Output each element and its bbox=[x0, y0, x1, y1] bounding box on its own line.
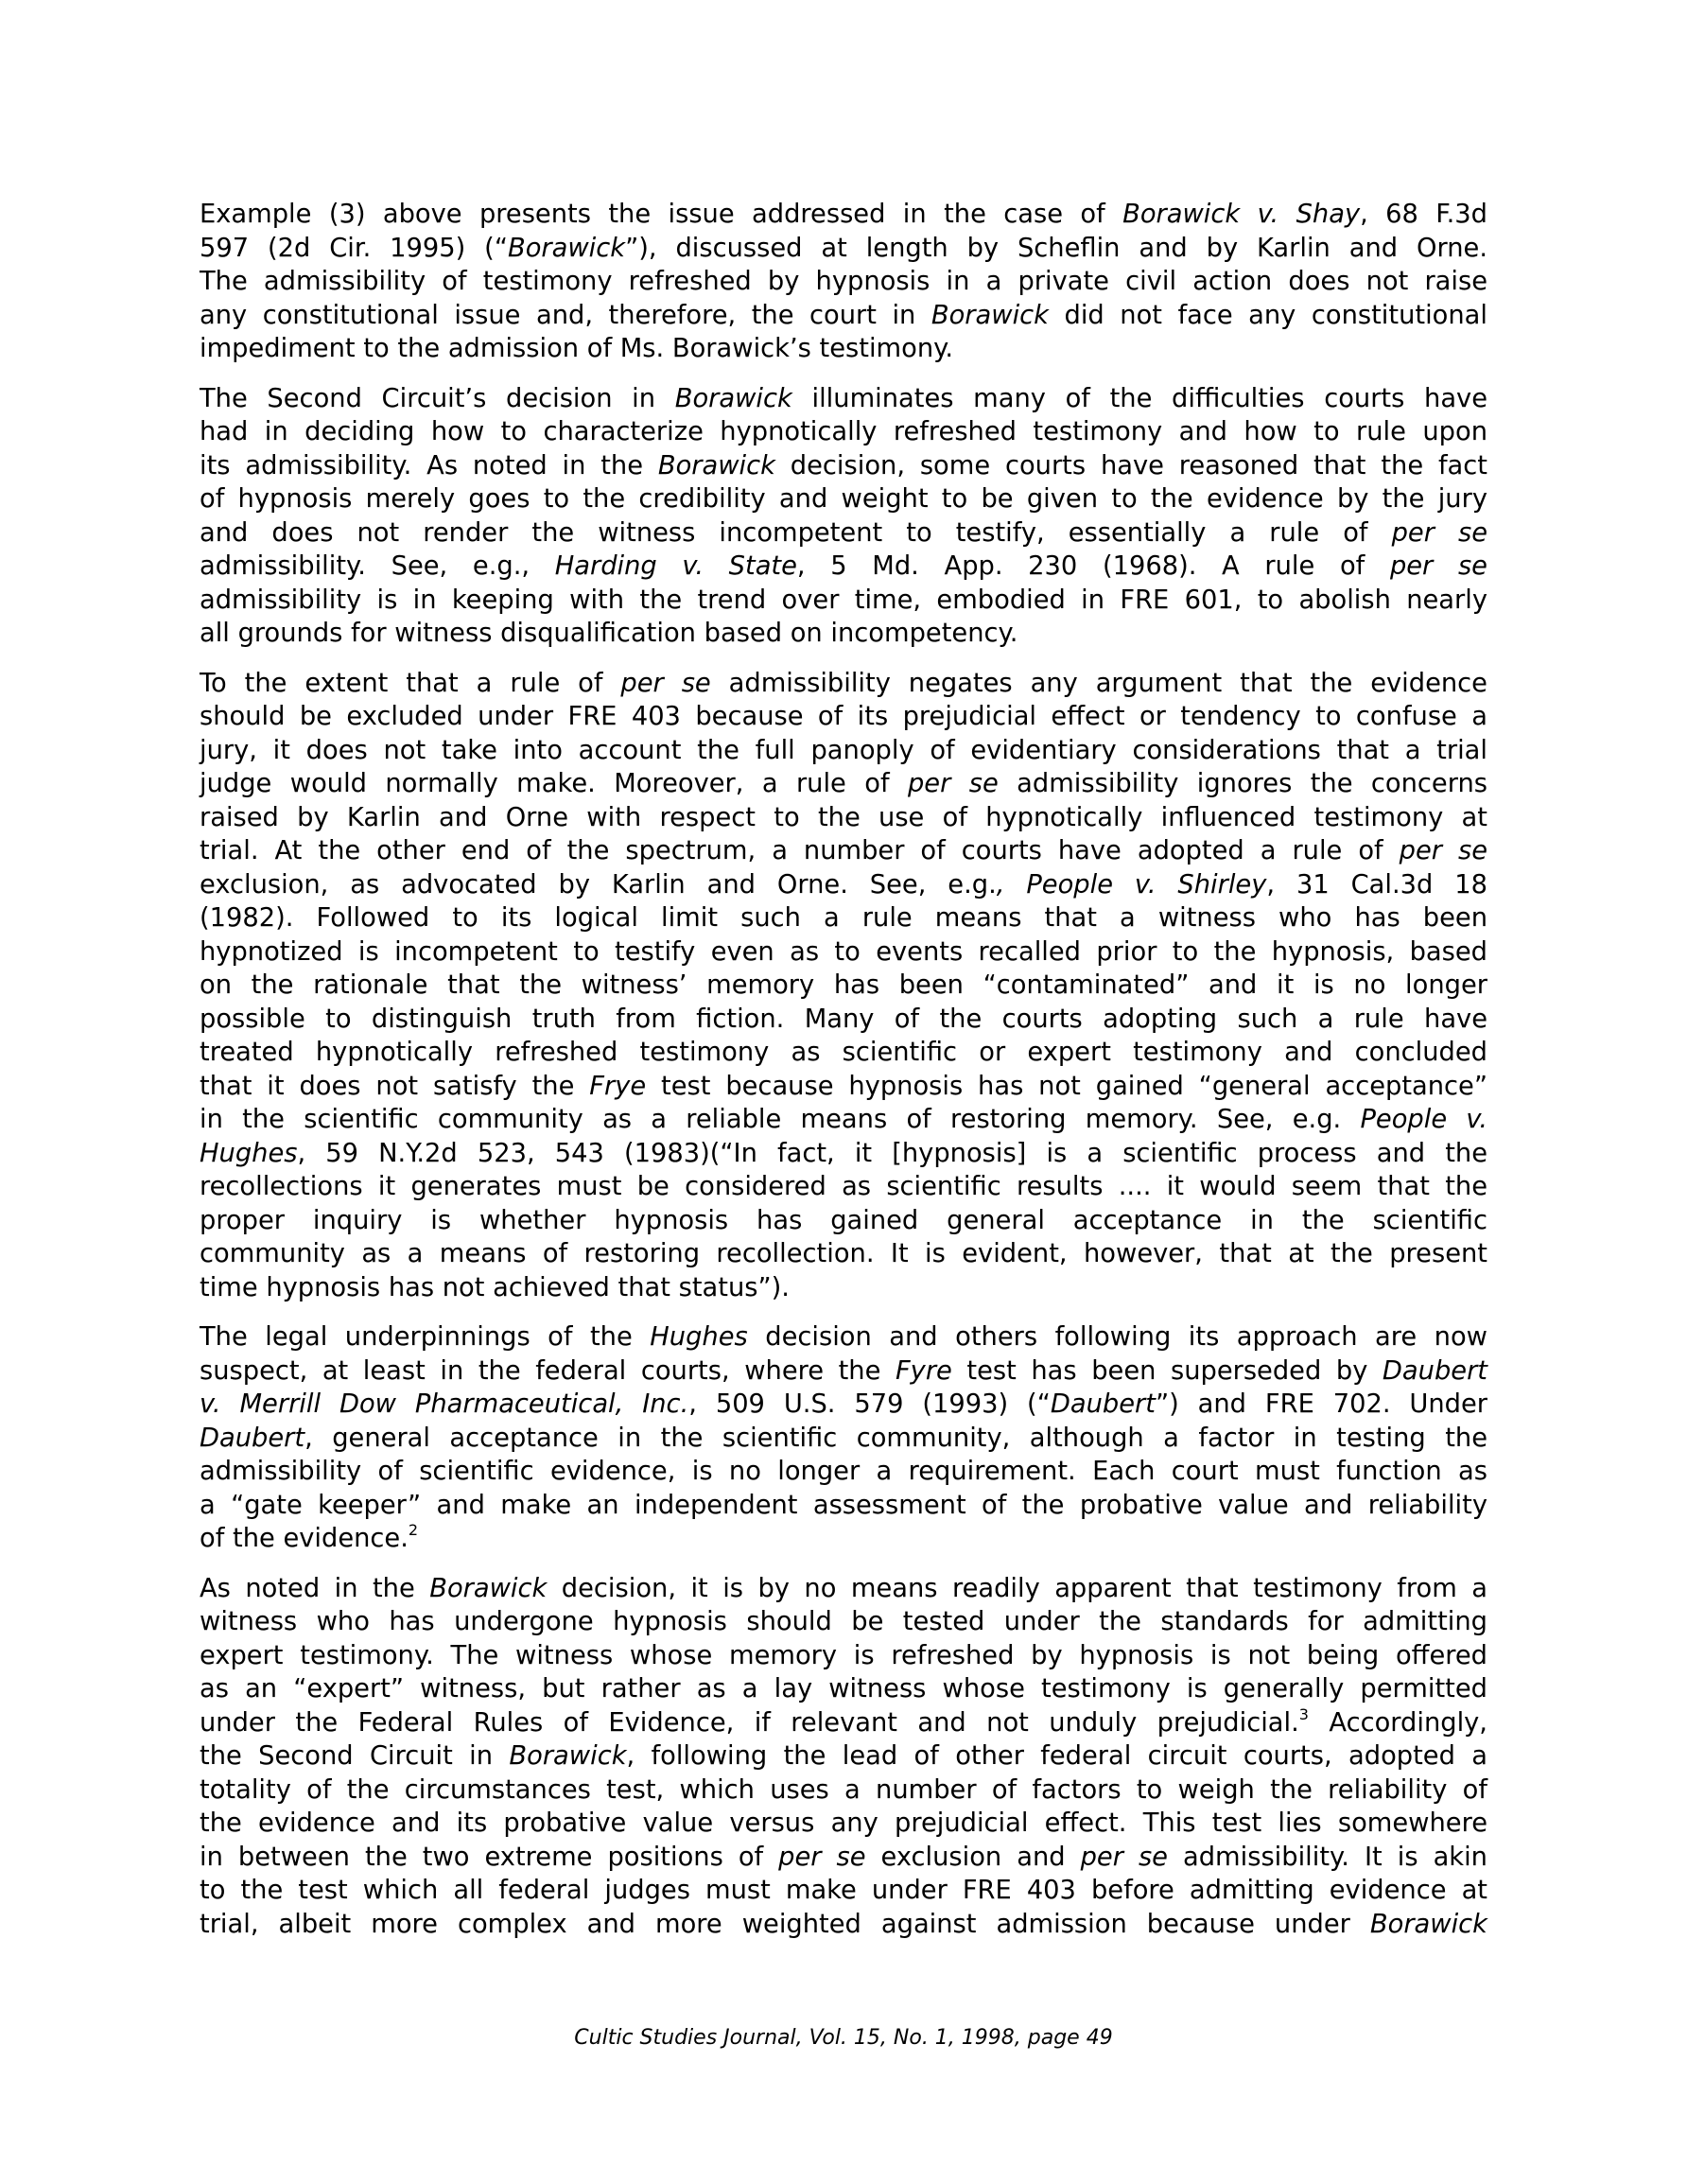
text-run: totality of the circumstances test, which uses a number of factors to weigh the reliability of bbox=[200, 1774, 1487, 1805]
text-line bbox=[200, 1841, 1487, 1875]
italic-citation: Borawick bbox=[429, 1573, 548, 1603]
text-run: impediment to the admission of Ms. Borawick’s testimony. bbox=[200, 334, 954, 363]
text-line bbox=[200, 449, 1487, 483]
text-run: As noted in the bbox=[200, 1573, 430, 1603]
paragraph bbox=[200, 667, 1487, 1305]
text-run: , general acceptance in the scientific community, although a factor in testing the bbox=[304, 1423, 1487, 1453]
text-line bbox=[200, 232, 1487, 266]
text-run: , 509 U.S. 579 (1993) (“ bbox=[688, 1389, 1051, 1419]
text-run: illuminates many of the difficulties courts have bbox=[791, 383, 1487, 413]
italic-citation: v. Merrill Dow Pharmaceutical, Inc. bbox=[200, 1389, 689, 1419]
text-run: of hypnosis merely goes to the credibility and weight to be given to the evidence by the jury bbox=[200, 484, 1487, 514]
text-run: admissibility negates any argument that the evidence bbox=[710, 668, 1487, 698]
text-line bbox=[200, 1237, 1487, 1271]
text-line bbox=[200, 299, 1487, 333]
italic-citation: Hughes bbox=[200, 1138, 298, 1168]
italic-citation: Borawick bbox=[657, 450, 775, 480]
italic-citation: Fyre bbox=[895, 1355, 952, 1386]
text-line bbox=[200, 1422, 1487, 1456]
italic-citation: Borawick bbox=[507, 233, 626, 263]
text-line bbox=[200, 734, 1487, 768]
paragraph bbox=[200, 1572, 1487, 1942]
text-line bbox=[200, 1204, 1487, 1238]
text-line bbox=[200, 767, 1487, 801]
text-run: any constitutional issue and, therefore, the court in bbox=[200, 300, 931, 330]
italic-citation: , People v. Shirley bbox=[996, 869, 1267, 900]
italic-citation: per se bbox=[620, 668, 711, 698]
text-run: in between the two extreme positions of bbox=[200, 1842, 779, 1872]
footnote-marker: 3 bbox=[1298, 1704, 1309, 1723]
text-line bbox=[200, 1070, 1487, 1104]
text-run: on the rationale that the witness’ memory has been “contaminated” and it is no longer bbox=[200, 970, 1487, 1000]
text-line bbox=[200, 1908, 1487, 1942]
text-run: community as a means of restoring recollection. It is evident, however, that at the present bbox=[200, 1239, 1487, 1268]
italic-citation: per se bbox=[1389, 551, 1487, 581]
text-run: admissibility is in keeping with the trend over time, embodied in FRE 601, to abolish nearly bbox=[200, 585, 1487, 615]
text-run: its admissibility. As noted in the bbox=[200, 450, 658, 480]
text-run: Example (3) above presents the issue addressed in the case of bbox=[200, 200, 1123, 229]
text-run: , 5 Md. App. 230 (1968). A rule of bbox=[796, 551, 1390, 581]
text-line bbox=[200, 868, 1487, 902]
text-line bbox=[200, 1672, 1487, 1706]
text-line bbox=[200, 969, 1487, 1003]
text-line bbox=[200, 1170, 1487, 1204]
text-line bbox=[200, 935, 1487, 970]
text-line bbox=[200, 1455, 1487, 1489]
italic-citation: Borawick v. Shay bbox=[1122, 200, 1361, 229]
text-line bbox=[200, 1773, 1487, 1808]
text-line bbox=[200, 265, 1487, 299]
text-run: admissibility. See, e.g., bbox=[200, 551, 555, 581]
italic-citation: Borawick bbox=[1369, 1909, 1487, 1939]
text-run: (1982). Followed to its logical limit such a rule means that a witness who has been bbox=[200, 903, 1487, 933]
text-run: admissibility ignores the concerns bbox=[998, 769, 1487, 798]
text-run: had in deciding how to characterize hypnotically refreshed testimony and how to rule upon bbox=[200, 417, 1487, 446]
italic-citation: per se bbox=[1080, 1842, 1168, 1872]
text-line bbox=[200, 1003, 1487, 1037]
text-line bbox=[200, 1739, 1487, 1773]
text-run: and does not render the witness incompetent to testify, essentially a rule of bbox=[200, 517, 1392, 548]
footnote-marker: 2 bbox=[408, 1521, 419, 1539]
text-line bbox=[200, 667, 1487, 701]
text-line bbox=[200, 801, 1487, 835]
text-line bbox=[200, 1354, 1487, 1389]
text-run: 597 (2d Cir. 1995) (“ bbox=[200, 233, 508, 263]
text-line bbox=[200, 1137, 1487, 1171]
text-run: possible to distinguish truth from fiction. Many of the courts adopting such a rule have bbox=[200, 1004, 1487, 1034]
text-line bbox=[200, 834, 1487, 868]
text-line bbox=[200, 415, 1487, 449]
italic-citation: Borawick bbox=[930, 300, 1049, 330]
text-run: , 59 N.Y.2d 523, 543 (1983)(“In fact, it [hypnosis] is a scientific process and the bbox=[297, 1138, 1487, 1168]
text-run: time hypnosis has not achieved that status”). bbox=[200, 1272, 790, 1302]
text-run: in the scientific community as a reliable means of restoring memory. See, e.g. bbox=[200, 1105, 1361, 1134]
text-line bbox=[200, 1605, 1487, 1639]
text-line bbox=[200, 382, 1487, 416]
page-footer-citation: Cultic Studies Journal, Vol. 15, No. 1, 1998, page 49 bbox=[574, 2026, 1113, 2050]
text-run: , following the lead of other federal circuit courts, adopted a bbox=[626, 1741, 1487, 1771]
italic-citation: People v. bbox=[1360, 1105, 1487, 1134]
text-line bbox=[200, 482, 1487, 516]
text-line bbox=[200, 584, 1487, 618]
text-run: The legal underpinnings of the bbox=[200, 1322, 651, 1352]
text-line bbox=[200, 1874, 1487, 1908]
italic-citation: Borawick bbox=[674, 383, 792, 413]
text-run: expert testimony. The witness whose memory is refreshed by hypnosis is not being offered bbox=[200, 1640, 1487, 1670]
italic-citation: per se bbox=[1399, 836, 1487, 865]
text-run: treated hypnotically refreshed testimony as scientific or expert testimony and concluded bbox=[200, 1038, 1487, 1067]
text-run: should be excluded under FRE 403 because of its prejudicial effect or tendency to confuse a bbox=[200, 702, 1487, 731]
text-run: , 68 F.3d bbox=[1360, 200, 1487, 229]
text-run: ”), discussed at length by Scheflin and by Karlin and Orne. bbox=[625, 233, 1487, 263]
text-run: recollections it generates must be considered as scientific results .... it would seem that the bbox=[200, 1172, 1487, 1201]
italic-citation: per se bbox=[907, 769, 999, 798]
text-run: decision, it is by no means readily apparent that testimony from a bbox=[547, 1573, 1487, 1603]
italic-citation: Daubert bbox=[1382, 1355, 1487, 1386]
text-line bbox=[200, 516, 1487, 550]
text-line bbox=[200, 1388, 1487, 1422]
text-run: judge would normally make. Moreover, a rule of bbox=[200, 769, 908, 798]
text-line bbox=[200, 198, 1487, 232]
text-line bbox=[200, 550, 1487, 584]
text-run: , 31 Cal.3d 18 bbox=[1266, 869, 1487, 900]
text-run: suspect, at least in the federal courts, where the bbox=[200, 1355, 896, 1386]
text-run: did not face any constitutional bbox=[1048, 300, 1487, 330]
text-run: hypnotized is incompetent to testify even as to events recalled prior to the hypnosis, based bbox=[200, 936, 1487, 967]
text-line bbox=[200, 1036, 1487, 1070]
text-run: trial, albeit more complex and more weighted against admission because under bbox=[200, 1909, 1370, 1939]
text-run: ”) and FRE 702. Under bbox=[1155, 1389, 1488, 1419]
text-run: to the test which all federal judges must make under FRE 403 before admitting evidence at bbox=[200, 1876, 1487, 1905]
text-run: exclusion, as advocated by Karlin and Orne. See, e.g. bbox=[200, 869, 997, 900]
italic-citation: Hughes bbox=[650, 1322, 748, 1352]
text-run: jury, it does not take into account the full panoply of evidentiary considerations that a trial bbox=[200, 735, 1487, 765]
text-line bbox=[200, 1489, 1487, 1523]
text-line bbox=[200, 1706, 1487, 1740]
text-run: decision and others following its approach are now bbox=[747, 1322, 1488, 1352]
text-line bbox=[200, 700, 1487, 734]
paragraph bbox=[200, 198, 1487, 366]
text-run: Accordingly, bbox=[1308, 1707, 1487, 1738]
text-run: trial. At the other end of the spectrum, a number of courts have adopted a rule of bbox=[200, 836, 1400, 865]
text-run: raised by Karlin and Orne with respect to the use of hypnotically influenced testimony at bbox=[200, 802, 1487, 832]
text-run: witness who has undergone hypnosis should be tested under the standards for admitting bbox=[200, 1607, 1487, 1636]
text-line bbox=[200, 617, 1487, 651]
text-run: The Second Circuit’s decision in bbox=[200, 383, 675, 413]
text-line bbox=[200, 332, 1487, 366]
italic-citation: Daubert bbox=[1050, 1389, 1156, 1419]
italic-citation: per se bbox=[778, 1842, 866, 1872]
italic-citation: Daubert bbox=[200, 1423, 305, 1453]
paragraph bbox=[200, 382, 1487, 651]
text-run: exclusion and bbox=[865, 1842, 1081, 1872]
text-run: decision, some courts have reasoned that the fact bbox=[774, 450, 1487, 480]
text-line bbox=[200, 901, 1487, 935]
text-line bbox=[200, 1320, 1487, 1354]
text-run: admissibility. It is akin bbox=[1167, 1842, 1487, 1872]
text-line bbox=[200, 1522, 1487, 1556]
body-text bbox=[200, 198, 1487, 1957]
text-run: under the Federal Rules of Evidence, if relevant and not unduly prejudicial. bbox=[200, 1707, 1299, 1738]
text-line bbox=[200, 1103, 1487, 1137]
text-run: proper inquiry is whether hypnosis has gained general acceptance in the scientific bbox=[200, 1205, 1487, 1235]
text-run: the Second Circuit in bbox=[200, 1741, 510, 1771]
text-run: all grounds for witness disqualification based on incompetency. bbox=[200, 619, 1018, 648]
text-run: To the extent that a rule of bbox=[200, 668, 621, 698]
text-run: The admissibility of testimony refreshed by hypnosis in a private civil action does not raise bbox=[200, 267, 1487, 296]
text-run: test has been superseded by bbox=[951, 1355, 1383, 1386]
italic-citation: Borawick bbox=[509, 1741, 627, 1771]
text-run: admissibility of scientific evidence, is no longer a requirement. Each court must function as bbox=[200, 1457, 1487, 1486]
italic-citation: Frye bbox=[589, 1071, 647, 1101]
text-run: that it does not satisfy the bbox=[200, 1071, 590, 1101]
italic-citation: per se bbox=[1391, 517, 1487, 548]
text-run: the evidence and its probative value versus any prejudicial effect. This test lies somewhere bbox=[200, 1808, 1487, 1838]
text-run: test because hypnosis has not gained “general acceptance” bbox=[646, 1071, 1487, 1101]
text-line bbox=[200, 1572, 1487, 1606]
text-run: of the evidence. bbox=[200, 1524, 409, 1553]
text-run: a “gate keeper” and make an independent assessment of the probative value and reliability bbox=[200, 1490, 1487, 1520]
italic-citation: Harding v. State bbox=[554, 551, 797, 581]
text-line bbox=[200, 1807, 1487, 1841]
paragraph bbox=[200, 1320, 1487, 1556]
text-line bbox=[200, 1271, 1487, 1305]
text-run: as an “expert” witness, but rather as a lay witness whose testimony is generally permitted bbox=[200, 1674, 1487, 1704]
text-line bbox=[200, 1639, 1487, 1673]
